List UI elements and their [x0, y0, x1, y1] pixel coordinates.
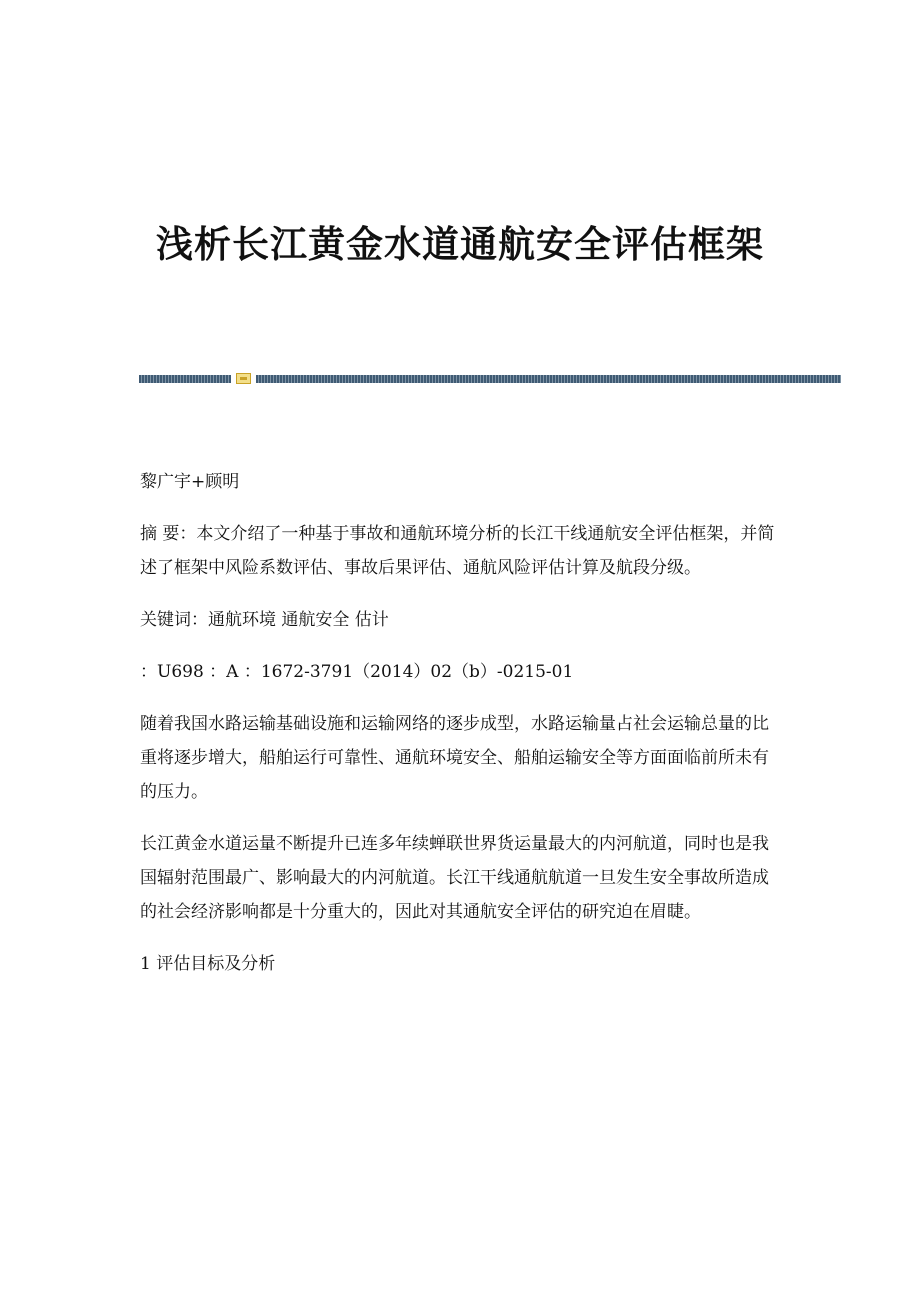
keywords: 关键词：通航环境 通航安全 估计 — [140, 610, 389, 630]
divider-bar-right — [256, 375, 841, 383]
divider-bar-left — [139, 375, 231, 383]
classification-line: ：U698 ：A ：1672-3791（2014）02（b）-0215-01 — [140, 662, 574, 682]
section-heading: 1 评估目标及分析 — [140, 954, 276, 974]
body-paragraph: 随着我国水路运输基础设施和运输网络的逐步成型，水路运输量占社会运输总量的比重将逐步增大，船舶运行可靠性、通航环境安全、船舶运输安全等方面面临前所未有的压力。 — [140, 714, 769, 802]
abstract: 摘 要：本文介绍了一种基于事故和通航环境分析的长江干线通航安全评估框架，并简述了框架中风险系数评估、事故后果评估、通航风险评估计算及航段分级。 — [140, 524, 775, 578]
authors: 黎广宇+顾明 — [140, 472, 240, 492]
ornament-icon — [236, 373, 251, 384]
body-paragraph: 长江黄金水道运量不断提升已连多年续蝉联世界货运量最大的内河航道，同时也是我国辐射范围最广、影响最大的内河航道。长江干线通航航道一旦发生安全事故所造成的社会经济影响都是十分重大的，因此对其通航安全评估的研究迫在眉睫。 — [140, 834, 769, 922]
document-body — [140, 465, 780, 999]
document-title: 浅析长江黄金水道通航安全评估框架 — [156, 222, 764, 266]
title-divider — [139, 375, 841, 383]
